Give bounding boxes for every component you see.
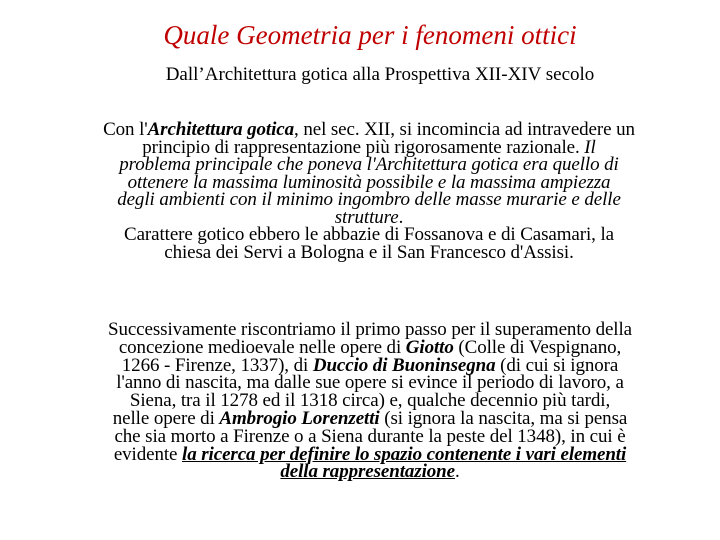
- emphasis-rappresentazione: della rappresentazione: [280, 461, 455, 483]
- slide-title: Quale Geometria per i fenomeni ottici: [163, 20, 577, 50]
- text-run: (si ignora la nascita, ma si pensa: [379, 407, 628, 429]
- text-run: , nel sec. XII, si incomincia ad intravedere un: [294, 119, 635, 140]
- emphasis-giotto: Giotto: [405, 336, 454, 358]
- emphasis-ricerca-spazio: la ricerca per definire lo spazio contenente i vari elementi: [182, 443, 627, 465]
- text-run: concezione medioevale nelle opere di: [118, 336, 406, 358]
- italic-run: Il: [579, 136, 596, 158]
- text-line: l'anno di nascita, ma dalle sue opere si evince il periodo di lavoro, a: [116, 372, 624, 394]
- paragraph-giotto-duccio-lorenzetti: [24, 321, 716, 481]
- text-run: .: [454, 461, 460, 483]
- paragraph-gothic-architecture: [22, 121, 716, 261]
- emphasis-lorenzetti: Ambrogio Lorenzetti: [219, 407, 380, 429]
- emphasis-architettura-gotica: Architettura gotica: [147, 119, 295, 140]
- text-run: (Colle di Vespignano,: [453, 336, 622, 358]
- text-line: ottenere la massima luminosità possibile e la massima ampiezza: [127, 171, 611, 193]
- text-line: che sia morto a Firenze o a Siena durante la peste del 1348), in cui è: [114, 425, 626, 447]
- text-line: degli ambienti con il minimo ingombro delle masse murarie e delle: [117, 189, 621, 210]
- text-line: problema principale che poneva l'Architettura gotica era quello di: [119, 154, 619, 175]
- text-run: .: [398, 206, 404, 228]
- slide-subtitle: Dall’Architettura gotica alla Prospettiva XII-XIV secolo: [165, 64, 595, 85]
- text-run: principio di rappresentazione più rigorosamente razionale.: [142, 136, 580, 158]
- text-line: Carattere gotico ebbero le abbazie di Fossanova e di Casamari, la: [124, 224, 614, 245]
- italic-run: strutture: [334, 206, 399, 228]
- text-run: (di cui si ignora: [495, 354, 619, 376]
- text-line: chiesa dei Servi a Bologna e il San Francesco d'Assisi.: [164, 241, 574, 263]
- text-line: Siena, tra il 1278 ed il 1318 circa) e, qualche decennio più tardi,: [129, 390, 611, 412]
- text-run: nelle opere di: [112, 407, 220, 429]
- text-line: [24, 463, 716, 481]
- emphasis-duccio: Duccio di Buoninsegna: [312, 354, 496, 376]
- text-line: Successivamente riscontriamo il primo passo per il superamento della: [107, 319, 632, 340]
- text-run: Con l': [103, 119, 148, 140]
- text-run: evidente: [113, 443, 183, 465]
- text-run: 1266 - Firenze, 1337), di: [121, 354, 313, 376]
